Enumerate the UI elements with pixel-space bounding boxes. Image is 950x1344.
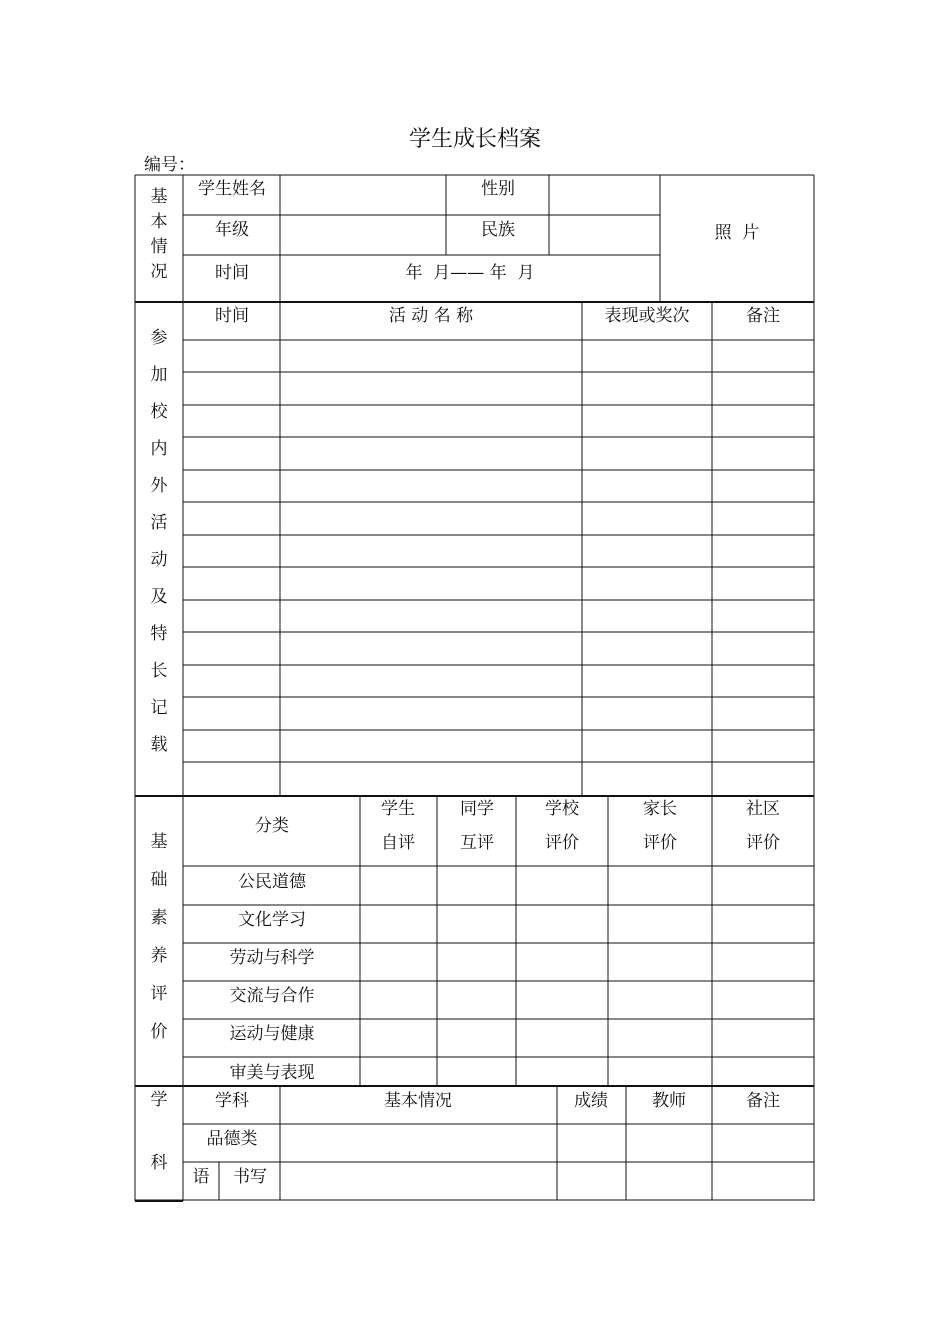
activity-remark-cell[interactable] xyxy=(713,731,813,761)
activity-award-cell[interactable] xyxy=(583,763,711,795)
student-name-label: 学生姓名 xyxy=(198,179,266,199)
activity-time-cell[interactable] xyxy=(184,503,279,534)
section-label-char: 参 xyxy=(150,328,168,348)
category-header: 分类 xyxy=(255,816,289,836)
parent-eval-cell[interactable] xyxy=(609,982,711,1018)
activity-remark-cell[interactable] xyxy=(713,666,813,696)
subject-remark-header: 备注 xyxy=(746,1091,780,1111)
section-label-char: 外 xyxy=(150,476,168,496)
self-eval-header-line2: 自评 xyxy=(381,833,415,853)
community-eval-cell[interactable] xyxy=(713,982,813,1018)
ethnicity-field[interactable] xyxy=(550,216,659,254)
activity-name-cell[interactable] xyxy=(281,373,581,404)
activity-time-cell[interactable] xyxy=(184,471,279,501)
self-eval-cell[interactable] xyxy=(361,944,436,980)
ethnicity-label: 民族 xyxy=(481,220,515,240)
evaluation-section-label xyxy=(147,834,171,1041)
activity-name-cell[interactable] xyxy=(281,633,581,664)
activity-time-cell[interactable] xyxy=(184,536,279,566)
section-label-char: 情 xyxy=(150,237,168,257)
activity-award-cell[interactable] xyxy=(583,633,711,664)
activity-award-cell[interactable] xyxy=(583,406,711,436)
community-eval-cell[interactable] xyxy=(713,1058,813,1085)
category-civic-morality: 公民道德 xyxy=(238,872,306,892)
activity-remark-cell[interactable] xyxy=(713,373,813,404)
activities-section-label xyxy=(147,330,171,754)
morality-remark-field[interactable] xyxy=(713,1125,813,1161)
community-eval-cell[interactable] xyxy=(713,1020,813,1056)
score-header: 成绩 xyxy=(574,1091,608,1111)
section-label-char: 养 xyxy=(150,946,168,966)
section-label-char: 况 xyxy=(150,262,168,282)
peer-eval-cell[interactable] xyxy=(438,944,515,980)
activity-remark-cell[interactable] xyxy=(713,568,813,599)
activity-name-cell[interactable] xyxy=(281,536,581,566)
page-title: 学生成长档案 xyxy=(408,127,541,152)
parent-eval-cell[interactable] xyxy=(609,906,711,942)
activity-time-cell[interactable] xyxy=(184,373,279,404)
section-label-char: 学 xyxy=(150,1090,168,1110)
section-label-char: 活 xyxy=(150,513,168,533)
parent-eval-cell[interactable] xyxy=(609,1058,711,1085)
activity-time-cell[interactable] xyxy=(184,763,279,795)
self-eval-cell[interactable] xyxy=(361,906,436,942)
parent-eval-header-line2: 评价 xyxy=(643,833,677,853)
activity-time-cell[interactable] xyxy=(184,438,279,469)
school-eval-cell[interactable] xyxy=(517,944,607,980)
activity-award-cell[interactable] xyxy=(583,438,711,469)
activity-name-header: 活 动 名 称 xyxy=(388,306,474,326)
time-range-field[interactable]: 年 月—— 年 月 xyxy=(405,263,535,283)
activity-name-cell[interactable] xyxy=(281,503,581,534)
school-eval-cell[interactable] xyxy=(517,1058,607,1085)
school-eval-cell[interactable] xyxy=(517,1020,607,1056)
activity-award-cell[interactable] xyxy=(583,698,711,729)
writing-score-field[interactable] xyxy=(558,1163,625,1199)
section-label-char: 载 xyxy=(150,735,168,755)
activity-remark-cell[interactable] xyxy=(713,763,813,795)
self-eval-cell[interactable] xyxy=(361,1058,436,1085)
category-sports-health: 运动与健康 xyxy=(229,1024,315,1044)
activity-time-cell[interactable] xyxy=(184,601,279,631)
time-label: 时间 xyxy=(215,263,249,283)
activity-time-header: 时间 xyxy=(215,306,249,326)
writing-teacher-field[interactable] xyxy=(627,1163,711,1199)
subjects-section-label xyxy=(147,1092,171,1172)
peer-eval-cell[interactable] xyxy=(438,867,515,904)
activity-remark-cell[interactable] xyxy=(713,698,813,729)
activity-name-cell[interactable] xyxy=(281,471,581,501)
activity-remark-cell[interactable] xyxy=(713,471,813,501)
activity-remark-cell[interactable] xyxy=(713,438,813,469)
peer-eval-cell[interactable] xyxy=(438,1020,515,1056)
section-label-char: 础 xyxy=(150,870,168,890)
section-label-char: 加 xyxy=(150,365,168,385)
school-eval-cell[interactable] xyxy=(517,982,607,1018)
activity-award-cell[interactable] xyxy=(583,731,711,761)
activity-name-cell[interactable] xyxy=(281,438,581,469)
activity-remark-cell[interactable] xyxy=(713,536,813,566)
writing-remark-field[interactable] xyxy=(713,1163,813,1199)
section-label-char: 动 xyxy=(150,550,168,570)
activity-time-cell[interactable] xyxy=(184,633,279,664)
section-label-char: 基 xyxy=(150,832,168,852)
activity-name-cell[interactable] xyxy=(281,731,581,761)
school-eval-header-line2: 评价 xyxy=(545,833,579,853)
section-label-char: 评 xyxy=(150,984,168,1004)
activity-remark-cell[interactable] xyxy=(713,601,813,631)
subject-morality: 品德类 xyxy=(206,1129,258,1149)
activity-remark-cell[interactable] xyxy=(713,406,813,436)
section-label-char: 素 xyxy=(150,908,168,928)
community-eval-cell[interactable] xyxy=(713,906,813,942)
activity-name-cell[interactable] xyxy=(281,601,581,631)
peer-eval-cell[interactable] xyxy=(438,982,515,1018)
activity-time-cell[interactable] xyxy=(184,568,279,599)
gender-label: 性别 xyxy=(481,179,515,199)
activity-time-cell[interactable] xyxy=(184,406,279,436)
activity-remark-cell[interactable] xyxy=(713,633,813,664)
section-label-char: 基 xyxy=(150,187,168,207)
activity-name-cell[interactable] xyxy=(281,406,581,436)
community-eval-cell[interactable] xyxy=(713,867,813,904)
basic-info-section-label xyxy=(147,189,171,281)
morality-situation-field[interactable] xyxy=(281,1125,556,1161)
morality-score-field[interactable] xyxy=(558,1125,625,1161)
activity-award-cell[interactable] xyxy=(583,601,711,631)
peer-eval-header-line2: 互评 xyxy=(460,833,494,853)
school-eval-cell[interactable] xyxy=(517,906,607,942)
activity-remark-header: 备注 xyxy=(746,306,780,326)
community-eval-cell[interactable] xyxy=(713,944,813,980)
section-label-char: 及 xyxy=(150,587,168,607)
activity-remark-cell[interactable] xyxy=(713,341,813,371)
section-label-char: 本 xyxy=(150,212,168,232)
activity-award-header: 表现或奖次 xyxy=(604,306,690,326)
parent-eval-header: 家长 xyxy=(643,799,677,819)
activity-award-cell[interactable] xyxy=(583,536,711,566)
subject-writing: 书写 xyxy=(233,1167,267,1187)
activity-name-cell[interactable] xyxy=(281,763,581,795)
self-eval-cell[interactable] xyxy=(361,867,436,904)
grade-label: 年级 xyxy=(215,220,249,240)
activity-time-cell[interactable] xyxy=(184,731,279,761)
activity-award-cell[interactable] xyxy=(583,568,711,599)
section-label-char: 内 xyxy=(150,439,168,459)
parent-eval-cell[interactable] xyxy=(609,944,711,980)
activity-time-cell[interactable] xyxy=(184,341,279,371)
section-label-char: 科 xyxy=(150,1153,168,1173)
peer-eval-cell[interactable] xyxy=(438,1058,515,1085)
activity-name-cell[interactable] xyxy=(281,568,581,599)
peer-eval-header: 同学 xyxy=(460,799,494,819)
section-label-char: 特 xyxy=(150,624,168,644)
peer-eval-cell[interactable] xyxy=(438,906,515,942)
basic-situation-header: 基本情况 xyxy=(384,1091,452,1111)
subject-header: 学科 xyxy=(215,1091,249,1111)
activity-remark-cell[interactable] xyxy=(713,503,813,534)
section-label-char: 价 xyxy=(150,1022,168,1042)
student-name-field[interactable] xyxy=(281,176,445,214)
activity-award-cell[interactable] xyxy=(583,503,711,534)
writing-situation-field[interactable] xyxy=(281,1163,556,1199)
community-eval-header-line2: 评价 xyxy=(746,833,780,853)
section-label-char: 校 xyxy=(150,402,168,422)
teacher-header: 教师 xyxy=(652,1091,686,1111)
activity-time-cell[interactable] xyxy=(184,666,279,696)
category-labor-science: 劳动与科学 xyxy=(229,948,315,968)
activity-award-cell[interactable] xyxy=(583,341,711,371)
section-label-char: 长 xyxy=(150,661,168,681)
category-aesthetics: 审美与表现 xyxy=(229,1063,315,1083)
morality-teacher-field[interactable] xyxy=(627,1125,711,1161)
school-eval-cell[interactable] xyxy=(517,867,607,904)
activity-award-cell[interactable] xyxy=(583,471,711,501)
activity-name-cell[interactable] xyxy=(281,666,581,696)
parent-eval-cell[interactable] xyxy=(609,1020,711,1056)
self-eval-cell[interactable] xyxy=(361,1020,436,1056)
activity-name-cell[interactable] xyxy=(281,341,581,371)
serial-number-label: 编号： xyxy=(144,155,195,175)
community-eval-header: 社区 xyxy=(746,799,780,819)
self-eval-cell[interactable] xyxy=(361,982,436,1018)
parent-eval-cell[interactable] xyxy=(609,867,711,904)
photo-box: 照 片 xyxy=(714,223,760,243)
school-eval-header: 学校 xyxy=(545,799,579,819)
activity-name-cell[interactable] xyxy=(281,698,581,729)
section-label-char: 记 xyxy=(150,698,168,718)
gender-field[interactable] xyxy=(550,176,659,214)
category-communication: 交流与合作 xyxy=(229,986,315,1006)
subject-language: 语 xyxy=(192,1167,210,1187)
self-eval-header: 学生 xyxy=(381,799,415,819)
grade-field[interactable] xyxy=(281,216,445,254)
category-cultural-learning: 文化学习 xyxy=(238,910,306,930)
activity-award-cell[interactable] xyxy=(583,666,711,696)
activity-time-cell[interactable] xyxy=(184,698,279,729)
activity-award-cell[interactable] xyxy=(583,373,711,404)
